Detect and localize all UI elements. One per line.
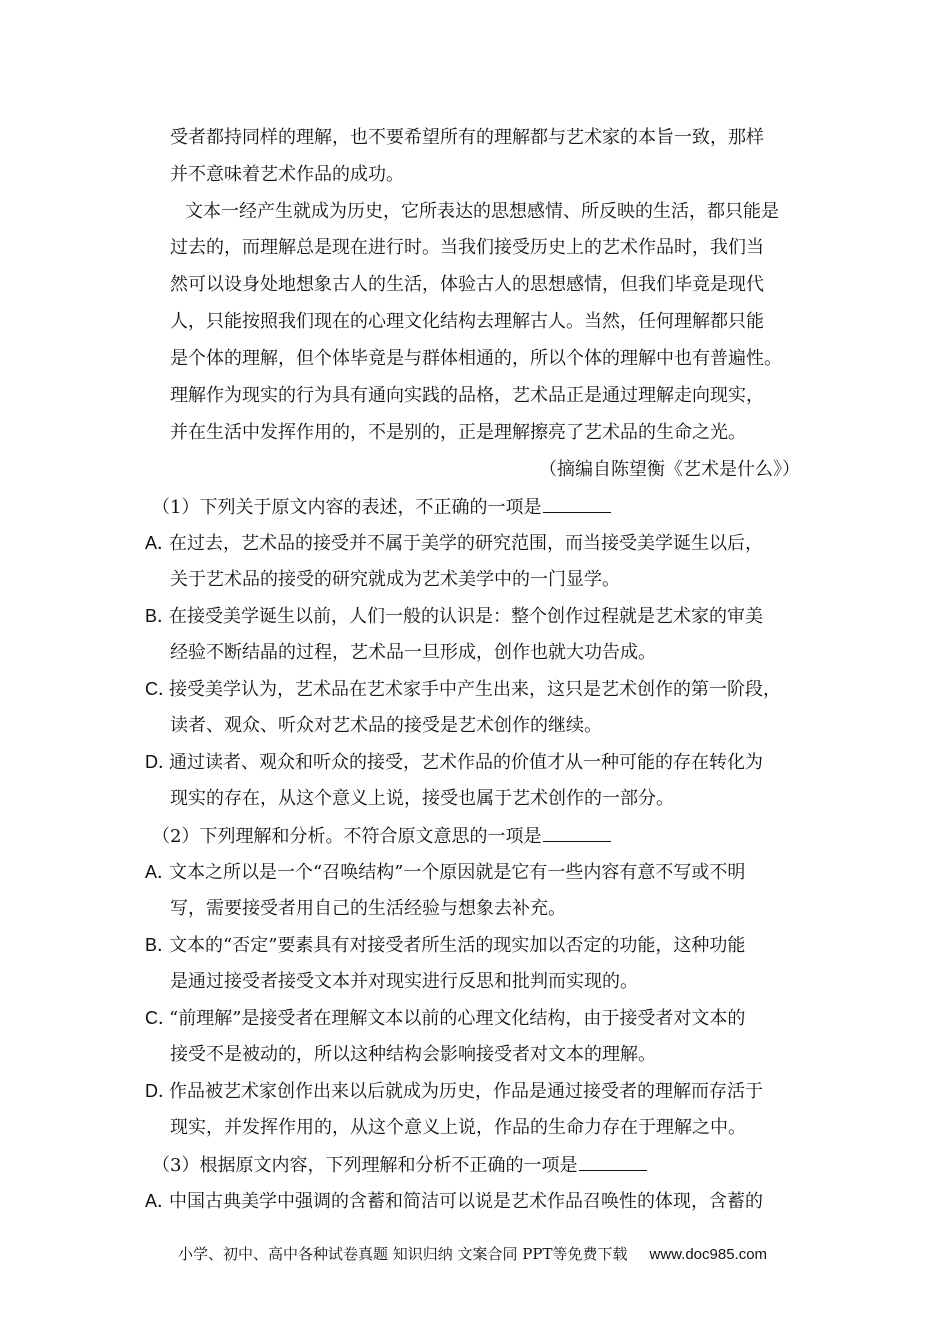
passage-line: 受者都持同样的理解，也不要希望所有的理解都与艺术家的本旨一致，那样 — [170, 127, 764, 148]
option-text: 文本之所以是一个“召唤结构”一个原因就是它有一些内容有意不写或不明 — [169, 862, 746, 883]
option-letter: D． — [145, 1081, 176, 1101]
question-1-option-d — [145, 750, 763, 775]
answer-blank — [579, 1152, 647, 1171]
option-continuation: 现实的存在，从这个意义上说，接受也属于艺术创作的一部分。 — [170, 788, 674, 809]
option-letter: A． — [145, 1191, 176, 1211]
option-letter: B． — [145, 935, 176, 955]
question-2-option-d — [145, 1079, 763, 1104]
option-continuation: 是通过接受者接受文本并对现实进行反思和批判而实现的。 — [170, 971, 638, 992]
option-letter: A． — [145, 862, 176, 882]
option-letter: A． — [145, 533, 176, 553]
question-2-stem — [152, 823, 611, 849]
option-text: 通过读者、观众和听众的接受，艺术作品的价值才从一种可能的存在转化为 — [169, 752, 763, 773]
question-2-option-b — [145, 933, 745, 958]
footer-site-link[interactable]: www.doc985.com — [649, 1246, 768, 1263]
option-text: 接受美学认为，艺术品在艺术家手中产生出来，这只是艺术创作的第一阶段， — [169, 679, 781, 700]
question-3-option-a — [145, 1189, 763, 1214]
option-continuation: 经验不断结晶的过程，艺术品一旦形成，创作也就大功告成。 — [170, 642, 656, 663]
answer-blank — [543, 494, 611, 513]
passage-line: 过去的，而理解总是现在进行时。当我们接受历史上的艺术作品时，我们当 — [170, 237, 764, 258]
option-letter: D． — [145, 752, 176, 772]
option-letter: C． — [145, 1008, 176, 1028]
option-continuation: 写，需要接受者用自己的生活经验与想象去补充。 — [170, 898, 566, 919]
option-letter: C． — [145, 679, 176, 699]
option-continuation: 现实，并发挥作用的，从这个意义上说，作品的生命力存在于理解之中。 — [170, 1117, 746, 1138]
passage-line: 并在生活中发挥作用的，不是别的，正是理解擦亮了艺术品的生命之光。 — [170, 422, 746, 443]
footer-text: 小学、初中、高中各种试卷真题 知识归纳 文案合同 PPT等免费下载 — [178, 1245, 628, 1263]
passage-line: 并不意味着艺术作品的成功。 — [170, 164, 404, 185]
passage-line: 是个体的理解，但个体毕竟是与群体相通的，所以个体的理解中也有普遍性。 — [170, 348, 782, 369]
option-text: 在过去，艺术品的接受并不属于美学的研究范围，而当接受美学诞生以后， — [169, 533, 763, 554]
option-text: 作品被艺术家创作出来以后就成为历史，作品是通过接受者的理解而存活于 — [169, 1081, 763, 1102]
answer-blank — [543, 823, 611, 842]
option-text: 文本的“否定”要素具有对接受者所生活的现实加以否定的功能，这种功能 — [169, 935, 746, 956]
passage-paragraph-start: 文本一经产生就成为历史，它所表达的思想感情、所反映的生活，都只能是 — [185, 201, 779, 222]
passage-source: （摘编自陈望衡《艺术是什么》） — [539, 459, 800, 480]
passage-line: 理解作为现实的行为具有通向实践的品格，艺术品正是通过理解走向现实， — [170, 385, 764, 406]
question-1-option-b — [145, 604, 763, 629]
page-footer — [178, 1244, 767, 1265]
option-continuation: 关于艺术品的接受的研究就成为艺术美学中的一门显学。 — [170, 569, 620, 590]
option-continuation: 接受不是被动的，所以这种结构会影响接受者对文本的理解。 — [170, 1044, 656, 1065]
question-stem-text: （3）根据原文内容，下列理解和分析不正确的一项是 — [152, 1155, 578, 1176]
question-2-option-a — [145, 860, 745, 885]
question-1-option-a — [145, 531, 763, 556]
option-continuation: 读者、观众、听众对艺术品的接受是艺术创作的继续。 — [170, 715, 602, 736]
question-stem-text: （2）下列理解和分析。不符合原文意思的一项是 — [152, 826, 542, 847]
question-2-option-c — [145, 1006, 745, 1031]
option-text: 在接受美学诞生以前，人们一般的认识是：整个创作过程就是艺术家的审美 — [169, 606, 763, 627]
passage-line: 人，只能按照我们现在的心理文化结构去理解古人。当然，任何理解都只能 — [170, 311, 764, 332]
option-letter: B． — [145, 606, 176, 626]
question-3-stem — [152, 1152, 647, 1178]
option-text: 中国古典美学中强调的含蓄和简洁可以说是艺术作品召唤性的体现，含蓄的 — [169, 1191, 763, 1212]
passage-line: 然可以设身处地想象古人的生活，体验古人的思想感情，但我们毕竟是现代 — [170, 274, 764, 295]
question-1-stem — [152, 494, 611, 520]
question-1-option-c — [145, 677, 781, 702]
question-stem-text: （1）下列关于原文内容的表述，不正确的一项是 — [152, 497, 542, 518]
option-text: “前理解”是接受者在理解文本以前的心理文化结构，由于接受者对文本的 — [169, 1008, 746, 1029]
